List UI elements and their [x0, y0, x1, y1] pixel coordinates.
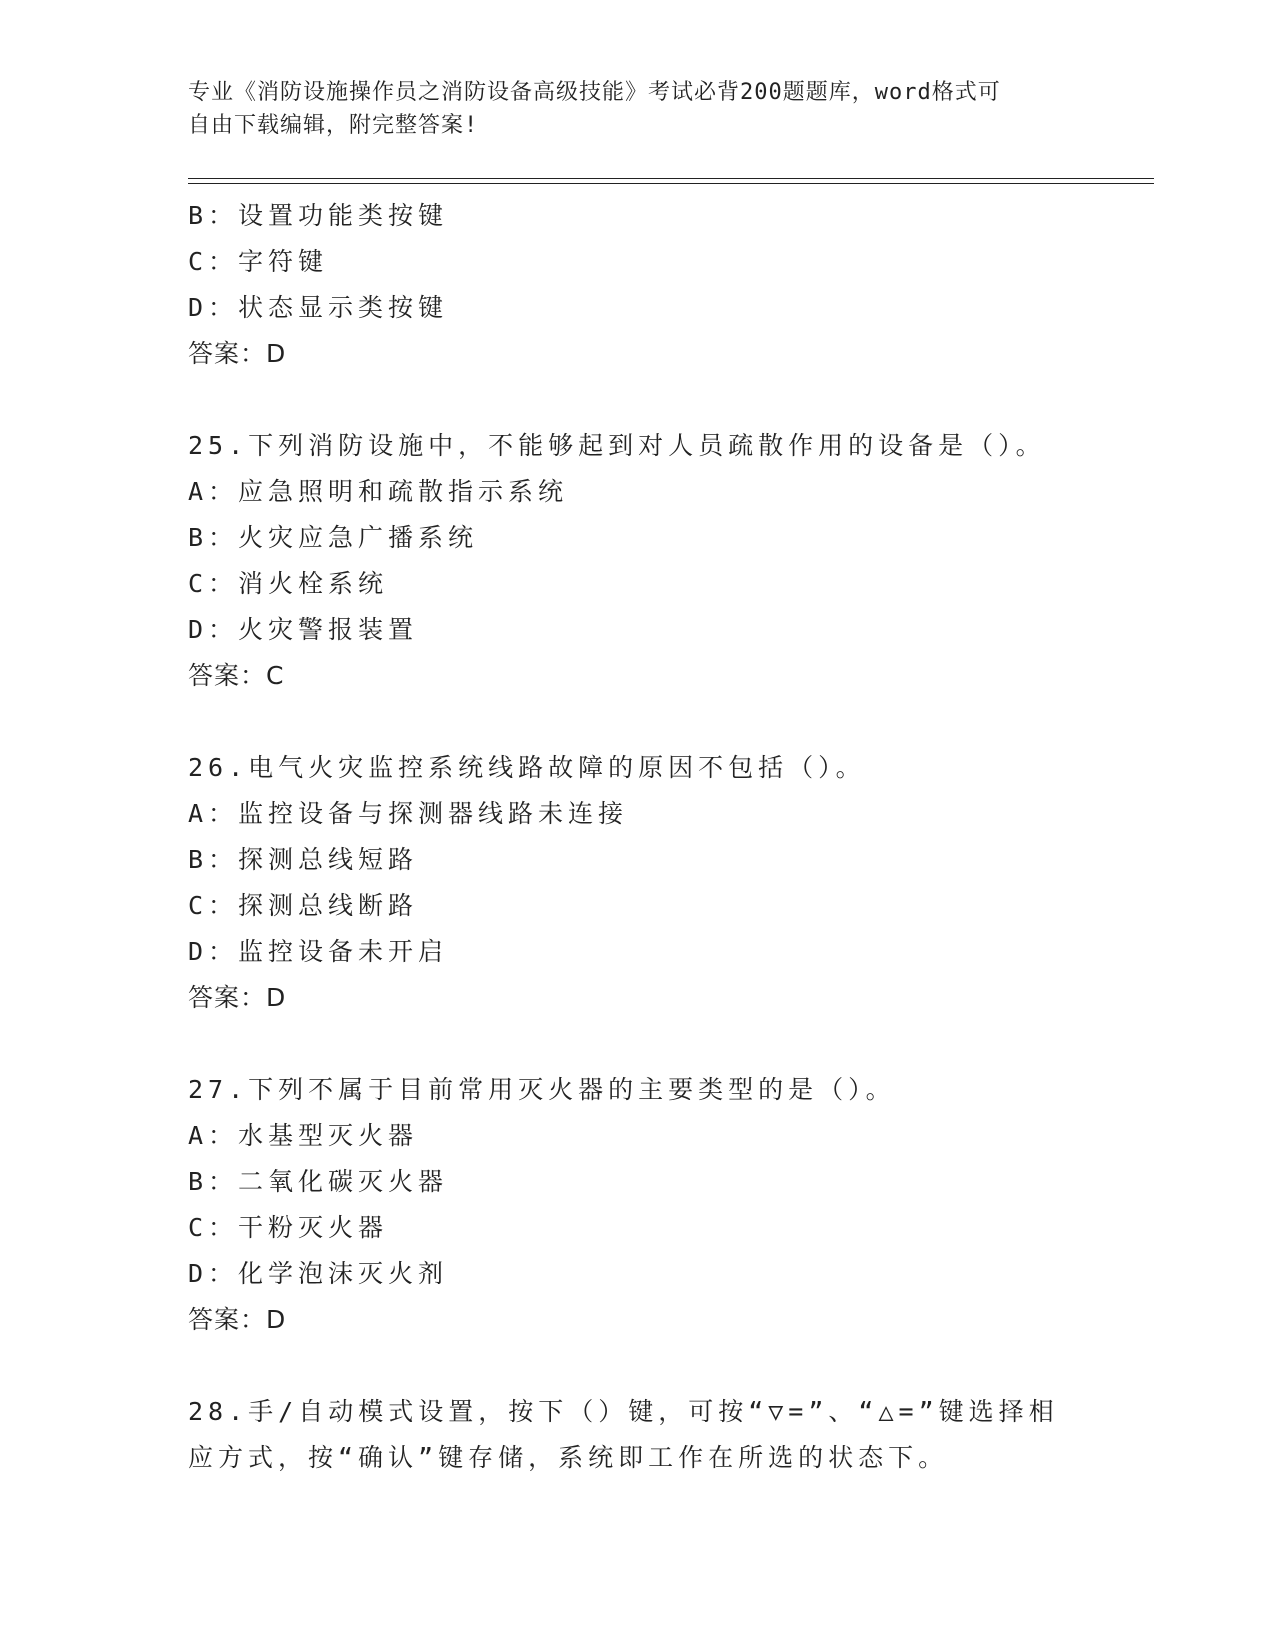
option-c: C：字符键 [188, 247, 329, 276]
option-a: A：监控设备与探测器线路未连接 [188, 799, 629, 828]
header-divider-bottom [188, 183, 1154, 184]
header-line-1: 专业《消防设施操作员之消防设备高级技能》考试必背200题题库，word格式可 [188, 80, 1001, 105]
header-line-2: 自由下载编辑，附完整答案! [188, 113, 479, 138]
question-block [188, 1067, 1088, 1343]
option-c: C：消火栓系统 [188, 569, 389, 598]
question-text: 26.电气火灾监控系统线路故障的原因不包括（）。 [188, 753, 866, 782]
option-a: A：应急照明和疏散指示系统 [188, 477, 569, 506]
document-header [188, 76, 1068, 142]
option-c: C：干粉灭火器 [188, 1213, 389, 1242]
option-a: A：水基型灭火器 [188, 1121, 419, 1150]
answer-line: 答案：D [188, 983, 287, 1012]
option-d: D：监控设备未开启 [188, 937, 449, 966]
question-block [188, 193, 1088, 377]
option-b: B：二氧化碳灭火器 [188, 1167, 449, 1196]
option-b: B：设置功能类按键 [188, 201, 449, 230]
option-d: D：化学泡沫灭火剂 [188, 1259, 449, 1288]
header-divider-top [188, 178, 1154, 179]
answer-line: 答案：D [188, 1305, 287, 1334]
question-text-line-1: 28.手/自动模式设置，按下（）键，可按“▽=”、“△=”键选择相 [188, 1397, 1059, 1426]
question-block [188, 423, 1088, 699]
question-block [188, 1389, 1088, 1481]
question-text: 25.下列消防设施中，不能够起到对人员疏散作用的设备是（）。 [188, 431, 1046, 460]
option-d: D：状态显示类按键 [188, 293, 449, 322]
question-text: 27.下列不属于目前常用灭火器的主要类型的是（）。 [188, 1075, 896, 1104]
answer-line: 答案：C [188, 661, 285, 690]
option-b: B：火灾应急广播系统 [188, 523, 479, 552]
option-c: C：探测总线断路 [188, 891, 419, 920]
option-d: D：火灾警报装置 [188, 615, 419, 644]
question-text-line-2: 应方式，按“确认”键存储，系统即工作在所选的状态下。 [188, 1443, 949, 1472]
question-list [188, 193, 1088, 1481]
answer-line: 答案：D [188, 339, 287, 368]
question-block [188, 745, 1088, 1021]
option-b: B：探测总线短路 [188, 845, 419, 874]
